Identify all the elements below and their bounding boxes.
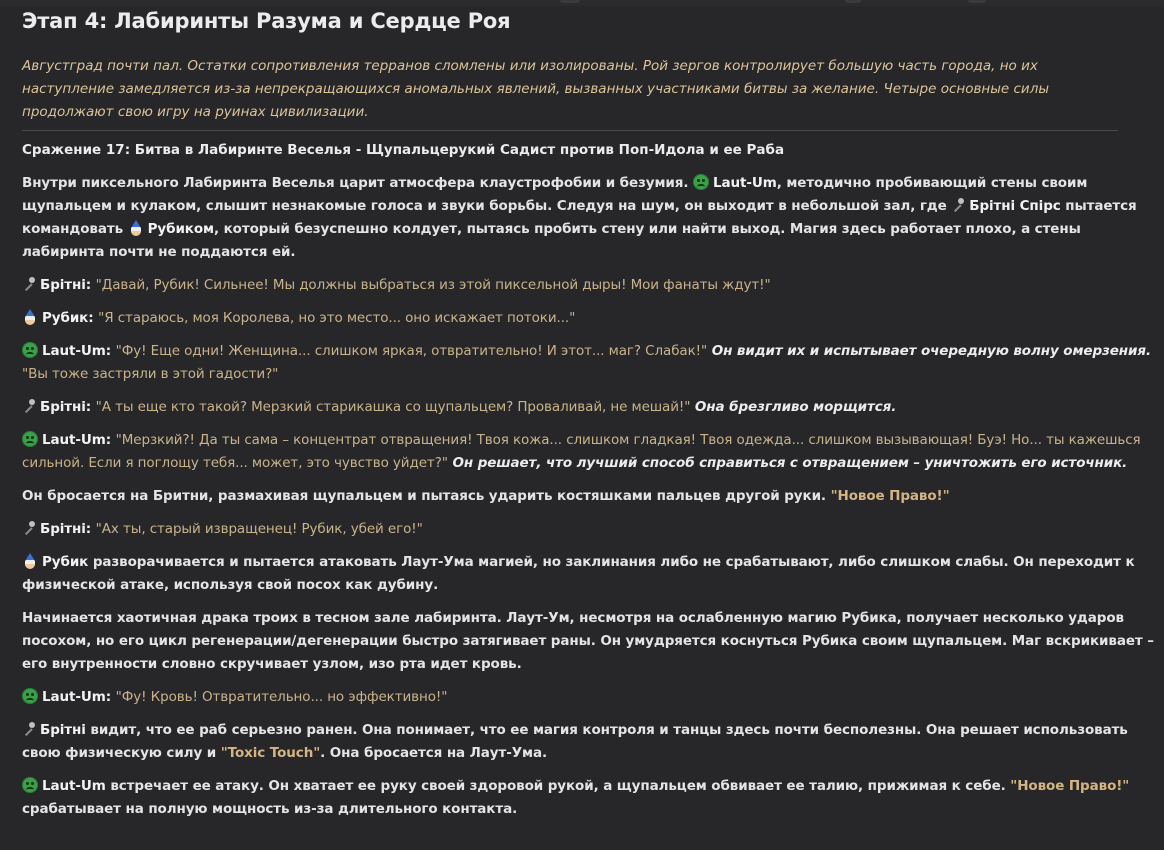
dialogue-line: Брітні: "А ты еще кто такой? Мерзкий старикашка со щупальцем? Проваливай, не мешай!" Она брезгливо морщится. [22, 396, 1158, 419]
skill-name: "Toxic Touch" [220, 745, 321, 761]
dialogue-line: Laut-Um: "Фу! Кровь! Отвратительно... но эффективно!" [22, 686, 1158, 709]
nauseated-face-icon [22, 431, 38, 447]
skill-name: "Новое Право!" [830, 488, 950, 504]
story-content [22, 6, 1158, 821]
nauseated-face-icon [22, 777, 38, 793]
microphone-icon [22, 520, 36, 536]
nauseated-face-icon [693, 174, 709, 190]
stage-intro: Августград почти пал. Остатки сопротивления терранов сломлены или изолированы. Рой зергов контролирует большую часть города, но их наступление замедляется из-за непрекращающихся аномальных явлений, вызванных участниками битвы за желание. Четыре основные силы продолжают свою игру на руинах цивилизации. [22, 55, 1118, 131]
mage-icon [22, 553, 38, 569]
nauseated-face-icon [22, 688, 38, 704]
dialogue-line: Laut-Um: "Мерзкий?! Да ты сама – концентрат отвращения! Твоя кожа... слишком гладкая! Твоя одежда... слишком вызывающая! Буэ! Но... ты кажешься сильной. Если я поглощу тебя... может, это чувство уйдет?" Он решает, что лучший способ справиться с отвращением – уничтожить его источник. [22, 432, 1141, 471]
microphone-icon [951, 197, 965, 213]
narration-paragraph: Laut-Um встречает ее атаку. Он хватает ее руку своей здоровой рукой, а щупальцем обвивает ее талию, прижимая к себе. "Новое Право!" срабатывает на полную мощность из-за длительного контакта. [22, 778, 1130, 817]
top-ghost-icon [560, 0, 580, 3]
microphone-icon [22, 398, 36, 414]
microphone-icon [22, 721, 36, 737]
narration-paragraph: Он бросается на Бритни, размахивая щупальцем и пытаясь ударить костяшками пальцев другой руки. "Новое Право!" [22, 488, 950, 504]
dialogue-line: Рубик: "Я стараюсь, моя Королева, но это место... оно искажает потоки..." [22, 307, 1158, 330]
narration-paragraph: Брітні видит, что ее раб серьезно ранен. Она понимает, что ее магия контроля и танцы здесь почти бесполезны. Она решает использовать свою физическую силу и "Toxic Touch". Она бросается на Лаут-Ума. [22, 722, 1128, 761]
narration-paragraph: Рубик разворачивается и пытается атаковать Лаут-Ума магией, но заклинания либо не срабатывают, либо слишком слабы. Он переходит к физической атаке, используя свой посох как дубину. [22, 554, 1135, 593]
nauseated-face-icon [22, 342, 38, 358]
narration-paragraph: Начинается хаотичная драка троих в тесном зале лабиринта. Лаут-Ум, несмотря на ослабленную магию Рубика, получает несколько ударов посохом, но его цикл регенерации/дегенерации быстро затягивает раны. Он умудряется коснуться Рубика своим щупальцем. Маг вскрикивает – его внутренности словно скручивает узлом, изо рта идет кровь. [22, 610, 1154, 672]
mage-icon [128, 220, 144, 236]
dialogue-line: Laut-Um: "Фу! Еще одни! Женщина... слишком яркая, отвратительно! И этот... маг? Слабак!" Он видит их и испытывает очередную волну омерзения. "Вы тоже застряли в этой гадости?" [22, 343, 1151, 382]
skill-name: "Новое Право!" [1010, 778, 1130, 794]
top-ghost-icon [845, 0, 861, 3]
mage-icon [22, 309, 38, 325]
page-title: Этап 4: Лабиринты Разума и Сердце Роя [22, 9, 511, 33]
top-ghost-icon [968, 0, 986, 3]
microphone-icon [22, 276, 36, 292]
dialogue-line: Брітні: "Ах ты, старый извращенец! Рубик, убей его!" [22, 518, 1158, 541]
narration-paragraph: Внутри пиксельного Лабиринта Веселья царит атмосфера клаустрофобии и безумия. Laut-Um, методично пробивающий стены своим щупальцем и кулаком, слышит незнакомые голоса и звуки борьбы. Следуя на шум, он выходит в небольшой зал, где Брітні Спірс пытается командовать Рубиком, который безуспешно колдует, пытаясь пробить стену или найти выход. Магия здесь работает плохо, а стены лабиринта почти не поддаются ей. [22, 175, 1137, 260]
battle-title: Сражение 17: Битва в Лабиринте Веселья - Щупальцерукий Садист против Поп-Идола и ее Раба [22, 142, 785, 158]
dialogue-line: Брітні: "Давай, Рубик! Сильнее! Мы должны выбраться из этой пиксельной дыры! Мои фанаты ждут!" [22, 274, 1158, 297]
